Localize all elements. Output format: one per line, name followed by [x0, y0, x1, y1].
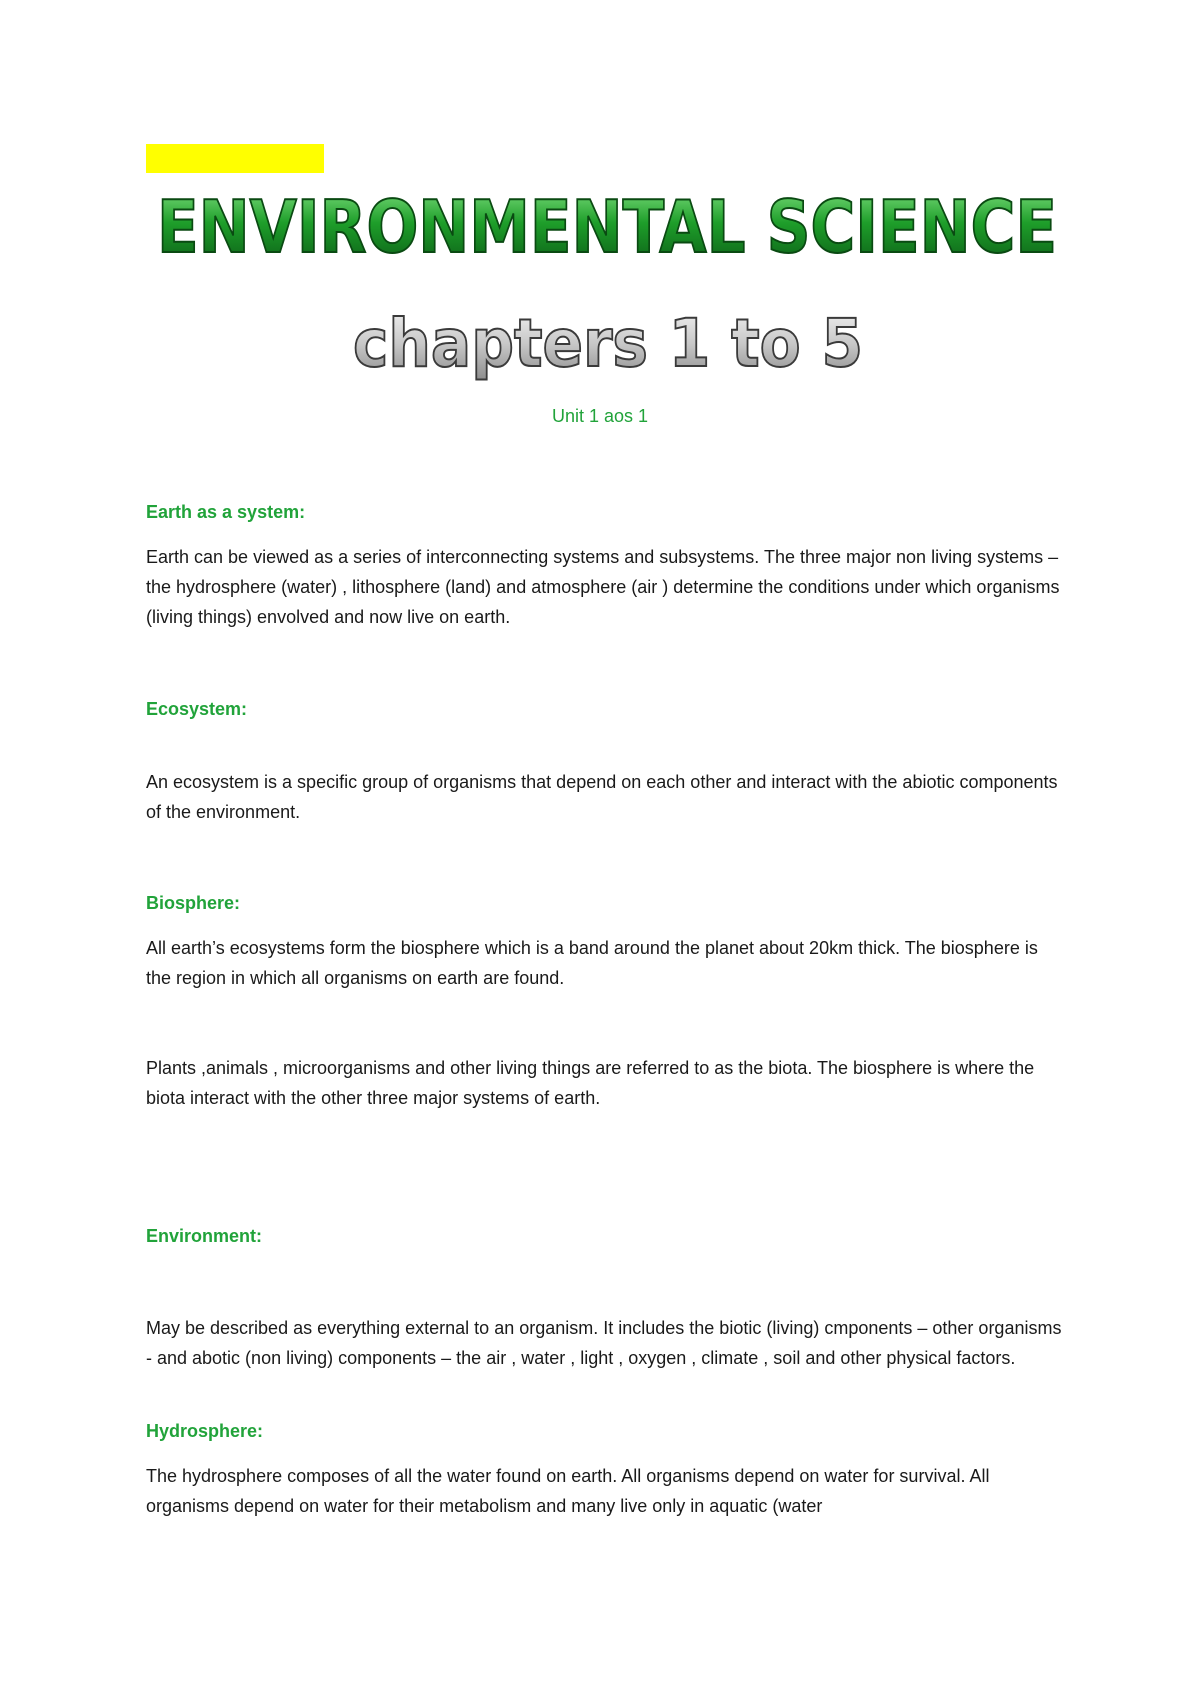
paragraph-biosphere-1: All earth’s ecosystems form the biosphere which is a band around the planet about 20km thick. The biosphere is the region in which all organisms on earth are found.: [146, 938, 1038, 988]
section-heading-environment: Environment:: [146, 1226, 263, 1246]
unit-label: Unit 1 aos 1: [551, 406, 649, 426]
section-heading-biosphere: Biosphere:: [146, 893, 241, 913]
section-heading-ecosystem: Ecosystem:: [146, 699, 248, 719]
paragraph-earth-system: Earth can be viewed as a series of interconnecting systems and subsystems. The three major non living systems – the hydrosphere (water) , lithosphere (land) and atmosphere (air ) determine the conditions under which organisms (living things) envolved and now live on earth.: [146, 547, 1060, 627]
section-heading-earth-system: Earth as a system:: [146, 502, 306, 522]
document-subtitle: chapters 1 to 5: [353, 305, 863, 382]
document-title: ENVIRONMENTAL SCIENCE: [157, 185, 1057, 269]
paragraph-ecosystem: An ecosystem is a specific group of organisms that depend on each other and interact with the abiotic components of the environment.: [146, 772, 1058, 822]
paragraph-environment: May be described as everything external to an organism. It includes the biotic (living) cmponents – other organisms - and abotic (non living) components – the air , water , light , oxygen , climate , soil and other physical factors.: [146, 1318, 1062, 1368]
section-heading-hydrosphere: Hydrosphere:: [146, 1421, 264, 1441]
document-title-wordart: [152, 182, 1062, 272]
document-subtitle-wordart: [348, 298, 868, 388]
highlight-mark: [146, 144, 324, 173]
paragraph-hydrosphere: The hydrosphere composes of all the water found on earth. All organisms depend on water for survival. All organisms depend on water for their metabolism and many live only in aquatic (water: [146, 1466, 990, 1516]
paragraph-biosphere-2: Plants ,animals , microorganisms and other living things are referred to as the biota. The biosphere is where the biota interact with the other three major systems of earth.: [146, 1058, 1035, 1108]
